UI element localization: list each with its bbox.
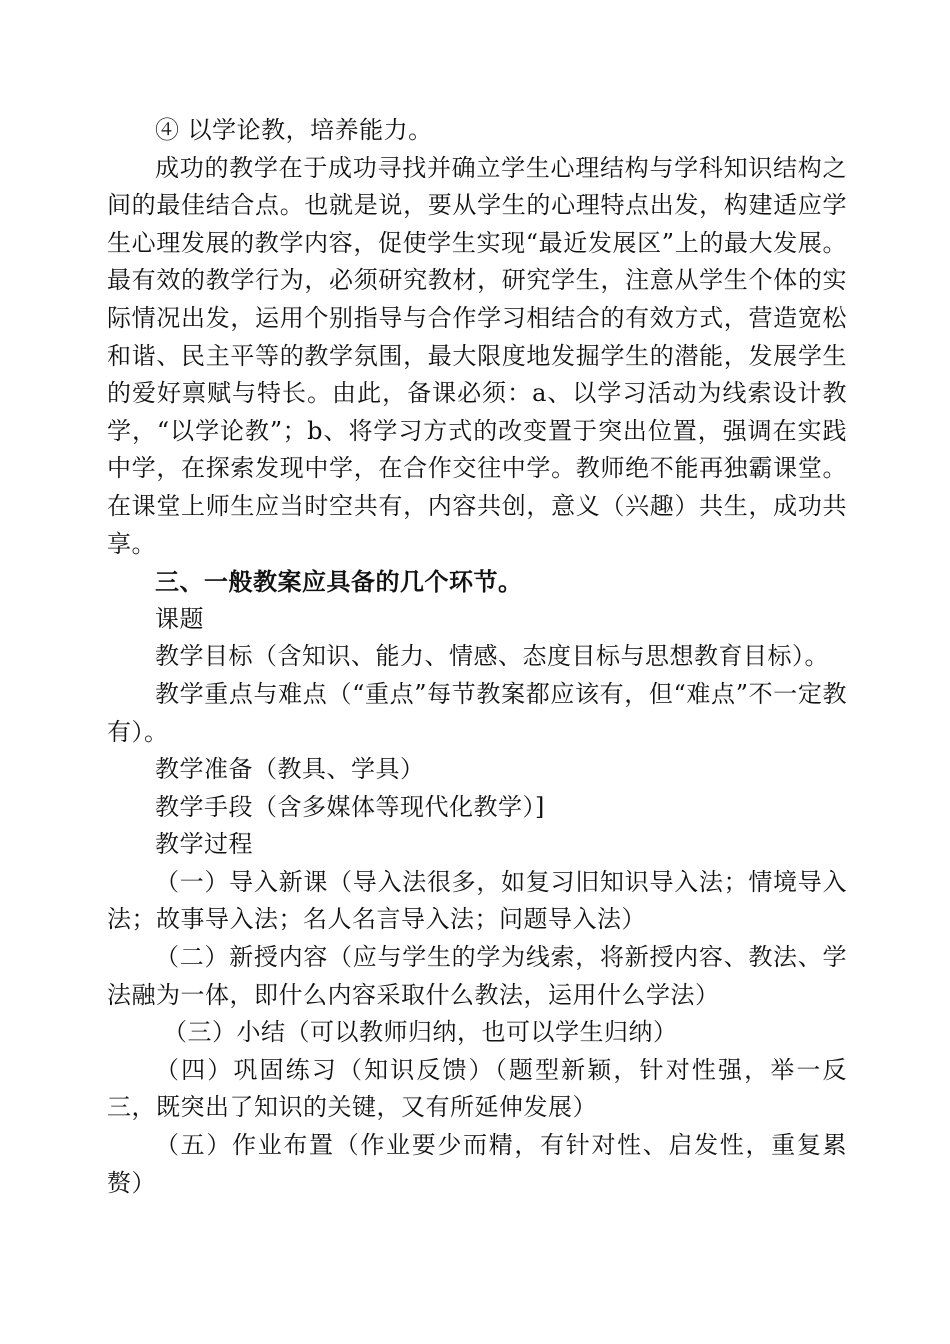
section-heading-lesson-plan-elements: 三、一般教案应具备的几个环节。 bbox=[155, 567, 523, 597]
lesson-element-methods: 教学手段（含多媒体等现代化教学）] bbox=[155, 792, 545, 821]
list-item-learning-based-teaching: ④ 以学论教，培养能力。 bbox=[155, 116, 433, 144]
lesson-element-process: 教学过程 bbox=[155, 830, 253, 859]
process-step-new-content: （二）新授内容（应与学生的学为线索，将新授内容、教法、学法融为一体，即什么内容采取什么教法，运用什么学法） bbox=[107, 943, 847, 1009]
lesson-element-objectives: 教学目标（含知识、能力、情感、态度目标与思想教育目标）。 bbox=[155, 642, 829, 671]
document-body bbox=[107, 112, 847, 1202]
lesson-element-key-points: 教学重点与难点（“重点”每节教案都应该有，但“难点”不一定教有）。 bbox=[107, 679, 847, 746]
process-step-summary: （三）小结（可以教师归纳，也可以学生归纳） bbox=[163, 1018, 678, 1047]
process-step-practice: （四）巩固练习（知识反馈）（题型新颖，针对性强，举一反三，既突出了知识的关键，又有所延伸发展） bbox=[107, 1055, 847, 1122]
paragraph-successful-teaching: 成功的教学在于成功寻找并确立学生心理结构与学科知识结构之间的最佳结合点。也就是说，要从学生的心理特点出发，构建适应学生心理发展的教学内容，促使学生实现“最近发展区”上的最大发展。最有效的教学行为，必须研究教材，研究学生，注意从学生个体的实际情况出发，运用个别指导与合作学习相结合的有效方式，营造宽松和谐、民主平等的教学氛围，最大限度地发掘学生的潜能，发展学生的爱好禀赋与特长。由此，备课必须：a、以学习活动为线索设计教学，“以学论教”；b、将学习方式的改变置于突出位置，强调在实践中学，在探索发现中学，在合作交往中学。教师绝不能再独霸课堂。在课堂上师生应当时空共有，内容共创，意义（兴趣）共生，成功共享。 bbox=[107, 153, 847, 558]
process-step-introduction: （一）导入新课（导入法很多，如复习旧知识导入法；情境导入法；故事导入法；名人名言导入法；问题导入法） bbox=[107, 867, 847, 934]
lesson-element-topic: 课题 bbox=[155, 604, 204, 633]
lesson-element-preparation: 教学准备（教具、学具） bbox=[155, 755, 425, 784]
process-step-homework: （五）作业布置（作业要少而精，有针对性、启发性，重复累赘） bbox=[107, 1131, 847, 1197]
